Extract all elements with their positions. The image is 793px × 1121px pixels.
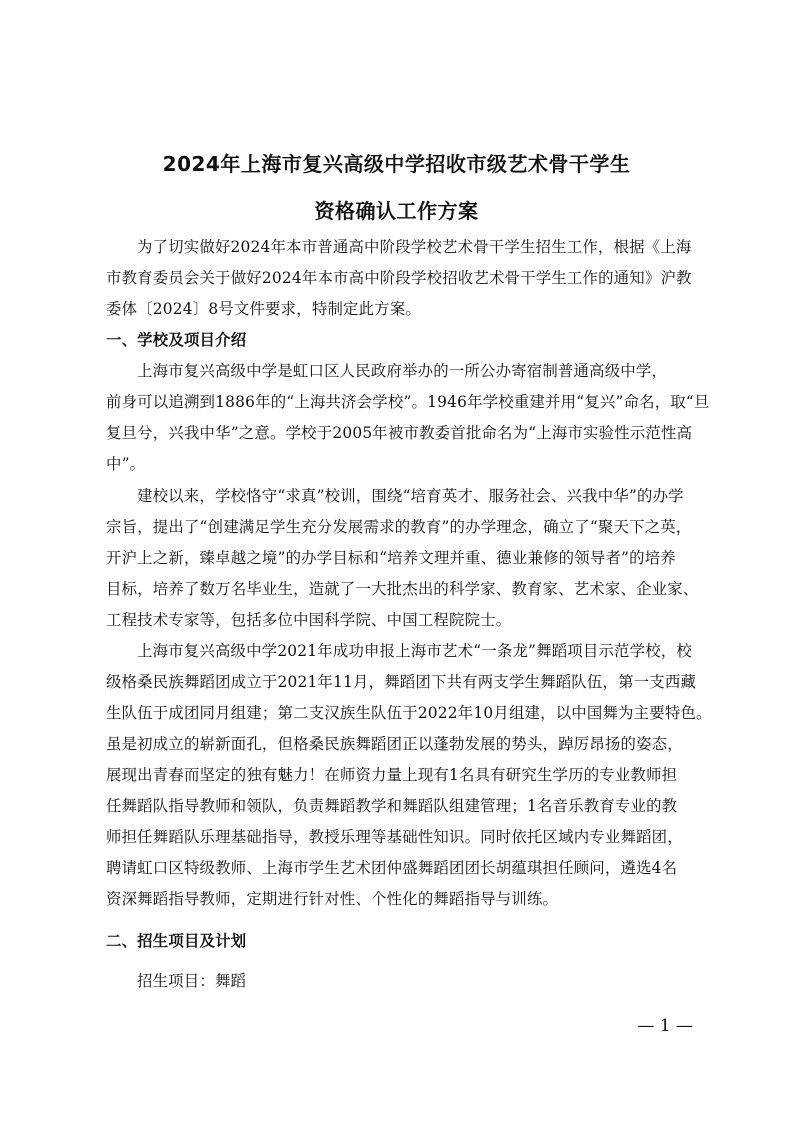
page-number: — 1 —: [637, 1016, 693, 1036]
section-1-para-3-line-3: 生队伍于成团同月组建；第二支汉族生队伍于2022年10月组建，以中国舞为主要特色。: [106, 704, 712, 722]
section-1-para-2-line-1: 建校以来，学校恪守“求真”校训，围绕“培育英才、服务社会、兴我中华”的办学: [137, 487, 684, 505]
section-1-para-2-line-4: 目标，培养了数万名毕业生，造就了一大批杰出的科学家、教育家、艺术家、企业家、: [106, 580, 699, 598]
section-1-para-1-line-4: 中”。: [106, 455, 146, 473]
section-1-para-2-line-5: 工程技术专家等，包括多位中国科学院、中国工程院院士。: [106, 611, 512, 629]
section-1-para-2-line-2: 宗旨，提出了“创建满足学生充分发展需求的教育”的办学理念，确立了“聚天下之英，: [106, 518, 692, 536]
section-1-para-1-line-3: 复旦兮，兴我中华”之意。学校于2005年被市教委首批命名为“上海市实验性示范性高: [106, 424, 693, 442]
section-1-heading: 一、学校及项目介绍: [106, 331, 247, 349]
section-1-para-2-line-3: 开沪上之新，臻卓越之境”的办学目标和“培养文理并重、德业兼修的领导者”的培养: [106, 549, 676, 567]
section-2-heading: 二、招生项目及计划: [106, 932, 247, 950]
section-1-para-3-line-1: 上海市复兴高级中学2021年成功申报上海市艺术“一条龙”舞蹈项目示范学校，校: [137, 642, 693, 660]
section-1-para-3-line-7: 师担任舞蹈队乐理基础指导，教授乐理等基础性知识。同时依托区域内专业舞蹈团，: [106, 828, 683, 846]
section-1-para-3-line-5: 展现出青春而坚定的独有魅力！在师资力量上现有1名具有研究生学历的专业教师担: [106, 766, 678, 784]
document-title-line-1: 2024年上海市复兴高级中学招收市级艺术骨干学生: [162, 152, 631, 176]
section-1-para-3-line-9: 资深舞蹈指导教师，定期进行针对性、个性化的舞蹈指导与训练。: [106, 890, 559, 908]
section-1-para-1-line-1: 上海市复兴高级中学是虹口区人民政府举办的一所公办寄宿制普通高级中学，: [137, 362, 668, 380]
intro-line-3: 委体〔2024〕8号文件要求，特制定此方案。: [106, 300, 422, 318]
section-1-para-1-line-2: 前身可以追溯到1886年的“上海共济会学校”。1946年学校重建并用“复兴”命名，取“旦: [106, 393, 710, 411]
section-1-para-3-line-4: 虽是初成立的崭新面孔，但格桑民族舞蹈团正以蓬勃发展的势头，踔厉昂扬的姿态，: [106, 735, 683, 753]
intro-line-1: 为了切实做好2024年本市普通高中阶段学校艺术骨干学生招生工作，根据《上海: [137, 238, 692, 256]
section-1-para-3-line-6: 任舞蹈队指导教师和领队，负责舞蹈教学和舞蹈队组建管理；1名音乐教育专业的教: [106, 797, 678, 815]
intro-line-2: 市教育委员会关于做好2024年本市高中阶段学校招收艺术骨干学生工作的通知》沪教: [106, 269, 692, 287]
section-1-para-3-line-8: 聘请虹口区特级教师、上海市学生艺术团仲盛舞蹈团团长胡蕴琪担任顾问，遴选4名: [106, 859, 678, 877]
document-title-line-2: 资格确认工作方案: [314, 199, 479, 223]
section-1-para-3-line-2: 级格桑民族舞蹈团成立于2021年11月，舞蹈团下共有两支学生舞蹈队伍，第一支西藏: [106, 673, 697, 691]
section-2-item: 招生项目：舞蹈: [137, 972, 247, 990]
